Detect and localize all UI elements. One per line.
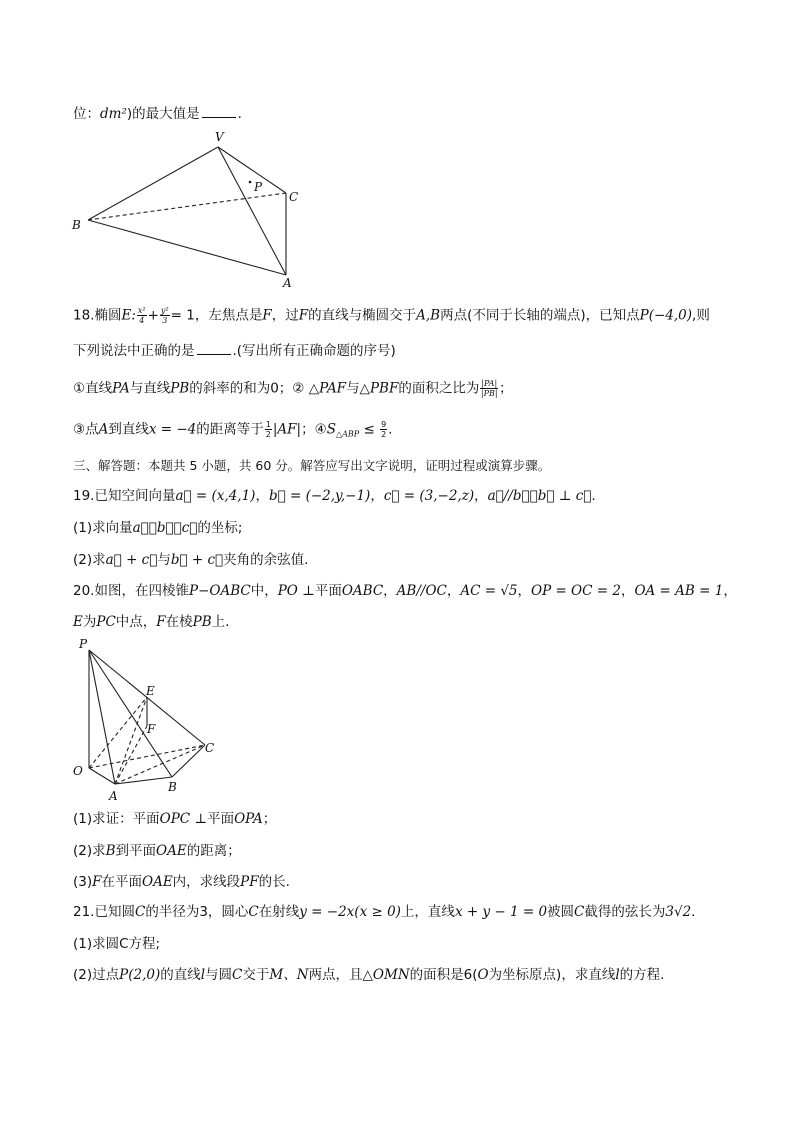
text: 交于	[242, 967, 270, 983]
answer-blank	[202, 105, 236, 118]
text: (2)求	[73, 843, 106, 859]
math: OAE	[156, 843, 187, 859]
label-a: A	[283, 276, 292, 290]
math: PB	[192, 614, 212, 630]
text: 上.	[211, 614, 230, 630]
math: A	[98, 421, 109, 438]
text: 上，直线	[400, 904, 455, 920]
math: +	[147, 307, 159, 324]
label-o: O	[73, 764, 83, 778]
text: 为	[82, 614, 97, 630]
text: 与直线	[129, 380, 171, 397]
text: 的长.	[258, 874, 290, 890]
math: y = −2x(x ≥ 0)	[299, 904, 401, 920]
text: )的最大值是	[126, 106, 200, 122]
text: 的坐标;	[197, 520, 243, 536]
math: l	[200, 967, 206, 983]
label-p: P	[254, 180, 263, 194]
math: = 1	[170, 307, 195, 324]
text: ，	[383, 583, 397, 599]
math: F	[298, 307, 309, 324]
q20-line1	[73, 582, 737, 600]
section-heading	[73, 457, 550, 475]
math: C	[134, 904, 146, 920]
text: 的直线与椭圆交于	[308, 307, 417, 324]
text: 下列说法中正确的是	[73, 343, 195, 359]
math: x + y − 1 = 0	[454, 904, 548, 920]
text: ；	[262, 811, 277, 827]
text: 与圆	[205, 967, 233, 983]
text: .	[237, 106, 242, 122]
math: C	[574, 904, 585, 920]
label-b: B	[72, 218, 81, 232]
q18-line4	[73, 420, 392, 444]
q18-line3	[73, 379, 513, 398]
text: .	[388, 421, 393, 438]
math: C	[232, 967, 243, 983]
unit: dm²	[100, 106, 127, 122]
text: 19.已知空间向量	[73, 488, 176, 504]
text: 与△	[346, 380, 370, 397]
text: .	[691, 904, 696, 920]
text: ，	[723, 583, 737, 599]
text: (1)求向量	[73, 520, 133, 536]
label-p: P	[79, 637, 88, 651]
q20-part1	[73, 810, 276, 828]
math: c⃗ = (3,−2,z)	[383, 488, 475, 504]
text: .	[591, 488, 596, 504]
math: PO ⊥	[277, 583, 315, 599]
text: 夹角的余弦值.	[223, 552, 309, 568]
math: O	[477, 967, 489, 983]
text: ；	[499, 380, 513, 397]
math: PF	[240, 874, 259, 890]
fraction	[380, 420, 387, 439]
q18-line1	[73, 306, 710, 325]
math: a⃗，b⃗，c⃗	[132, 520, 198, 536]
text: 为坐标原点)，求直线	[488, 967, 616, 983]
q17-tail	[73, 105, 242, 123]
math: OPC ⊥	[159, 811, 208, 827]
math: OA = AB = 1	[634, 583, 724, 599]
math: a⃗ + c⃗	[105, 552, 158, 568]
math: E:	[121, 307, 136, 324]
math: AB//OC	[396, 583, 447, 599]
numerator: y²	[160, 306, 169, 315]
text: 的距离；	[186, 843, 241, 859]
denominator: |PB|	[480, 389, 498, 398]
math: PB	[170, 380, 190, 397]
text: (3)	[73, 874, 93, 890]
q18-line2	[73, 342, 396, 360]
label-b: B	[168, 780, 177, 794]
text: (2)过点	[73, 967, 120, 983]
fraction	[160, 306, 170, 325]
text: 位：	[73, 106, 100, 122]
math: F	[262, 307, 272, 324]
text: ，过	[271, 307, 299, 324]
text: 被圆	[547, 904, 575, 920]
math: a⃗//b⃗，b⃗ ⊥ c⃗	[487, 488, 592, 504]
denominator: 2	[381, 430, 387, 439]
text: 中，	[250, 583, 278, 599]
text: ，	[255, 488, 269, 504]
text: ③点	[73, 421, 99, 438]
subscript: △ABP	[335, 429, 360, 439]
text: 21.已知圆	[73, 904, 135, 920]
text: .(写出所有正确命题的序号)	[232, 343, 396, 359]
text: 的方程.	[619, 967, 665, 983]
math: l	[615, 967, 620, 983]
math: OPA	[234, 811, 263, 827]
fraction	[480, 379, 498, 398]
text: (1)求证：平面	[73, 811, 160, 827]
q21-line1	[73, 903, 695, 921]
numerator: x²	[137, 306, 146, 315]
text: 两点，且△	[308, 967, 373, 983]
label-c: C	[205, 741, 215, 755]
math: A,B	[416, 307, 441, 324]
label-e: E	[146, 684, 155, 698]
math: AC = √5	[460, 583, 518, 599]
text: 到直线	[108, 421, 149, 438]
math: PBF	[369, 380, 399, 397]
text: 的距离等于	[196, 421, 264, 438]
numerator: |PA|	[481, 379, 498, 388]
text: ，	[446, 583, 461, 599]
math: M、N	[269, 967, 309, 983]
label-c: C	[289, 190, 299, 204]
math: F	[92, 874, 102, 890]
text: 中点，	[115, 614, 157, 630]
text: ，	[474, 488, 488, 504]
math: |AF|	[272, 421, 302, 438]
math: PC	[96, 614, 116, 630]
math: E	[73, 614, 83, 630]
math: P(−4,0)	[639, 307, 693, 324]
text: 两点(不同于长轴的端点)，已知点	[440, 307, 640, 324]
math: S	[326, 421, 336, 438]
fraction	[265, 420, 272, 439]
math: C	[248, 904, 259, 920]
q20-line2	[73, 613, 229, 631]
denominator: 3	[162, 316, 168, 325]
text: 内，求线段	[172, 874, 241, 890]
math: P−OABC	[188, 583, 251, 599]
q20-part2	[73, 842, 241, 860]
denominator: 4	[139, 316, 145, 325]
text: 在棱	[165, 614, 193, 630]
numerator: 9	[381, 420, 387, 429]
answer-blank	[197, 342, 231, 355]
text: ，	[620, 583, 635, 599]
text: (2)求	[73, 552, 106, 568]
text: ；④	[301, 421, 327, 438]
text: 三、解答题：本题共 5 小题，共 60 分。解答应写出文字说明，证明过程或演算步骤。	[73, 458, 551, 473]
text: 平面	[314, 583, 342, 599]
text: 截得的弦长为	[584, 904, 666, 920]
text: 到平面	[115, 843, 157, 859]
math: PA	[112, 380, 130, 397]
text: 的斜率的和为0；② △	[189, 380, 320, 397]
text: ，	[517, 583, 532, 599]
q19-line1	[73, 487, 596, 505]
denominator: 2	[265, 430, 271, 439]
math: b⃗ = (−2,y,−1)	[268, 488, 371, 504]
math: OAE	[142, 874, 173, 890]
text: ①直线	[73, 380, 113, 397]
label-a: A	[109, 789, 118, 803]
math: ≤	[359, 421, 380, 438]
math: x = −4	[148, 421, 197, 438]
text: 的直线	[160, 967, 201, 983]
text: 平面	[207, 811, 235, 827]
question-number: 18.	[73, 307, 95, 324]
math: b⃗ + c⃗	[170, 552, 224, 568]
text: ,则	[692, 307, 710, 324]
fraction	[137, 306, 147, 325]
math: OMN	[372, 967, 410, 983]
q19-part2	[73, 551, 308, 569]
pyramid-figure	[65, 632, 235, 804]
label-v: V	[215, 130, 224, 144]
q21-part1	[73, 935, 160, 953]
math: a⃗ = (x,4,1)	[175, 488, 256, 504]
q20-part3	[73, 873, 290, 891]
q19-part1	[73, 519, 242, 537]
text: 在射线	[258, 904, 300, 920]
text: ，左焦点是	[194, 307, 263, 324]
text: 的面积是6(	[409, 967, 478, 983]
math: 3√2	[665, 904, 692, 920]
text: (1)求圆C方程;	[73, 936, 161, 952]
math: PAF	[319, 380, 347, 397]
text: ，	[370, 488, 384, 504]
q21-part2	[73, 966, 664, 984]
text: 的面积之比为	[398, 380, 480, 397]
text: 与	[157, 552, 171, 568]
text: 20.如图，在四棱锥	[73, 583, 189, 599]
text: 的半径为3，圆心	[145, 904, 249, 920]
point-p-dot	[249, 181, 252, 184]
text: 椭圆	[94, 307, 122, 324]
math: B	[105, 843, 116, 859]
label-f: F	[147, 722, 156, 736]
math: P(2,0)	[119, 967, 161, 983]
math: F	[156, 614, 166, 630]
tetrahedron-figure	[60, 125, 310, 290]
text: 在平面	[101, 874, 142, 890]
math: OP = OC = 2	[531, 583, 621, 599]
numerator: 1	[265, 420, 271, 429]
math: OABC	[341, 583, 384, 599]
